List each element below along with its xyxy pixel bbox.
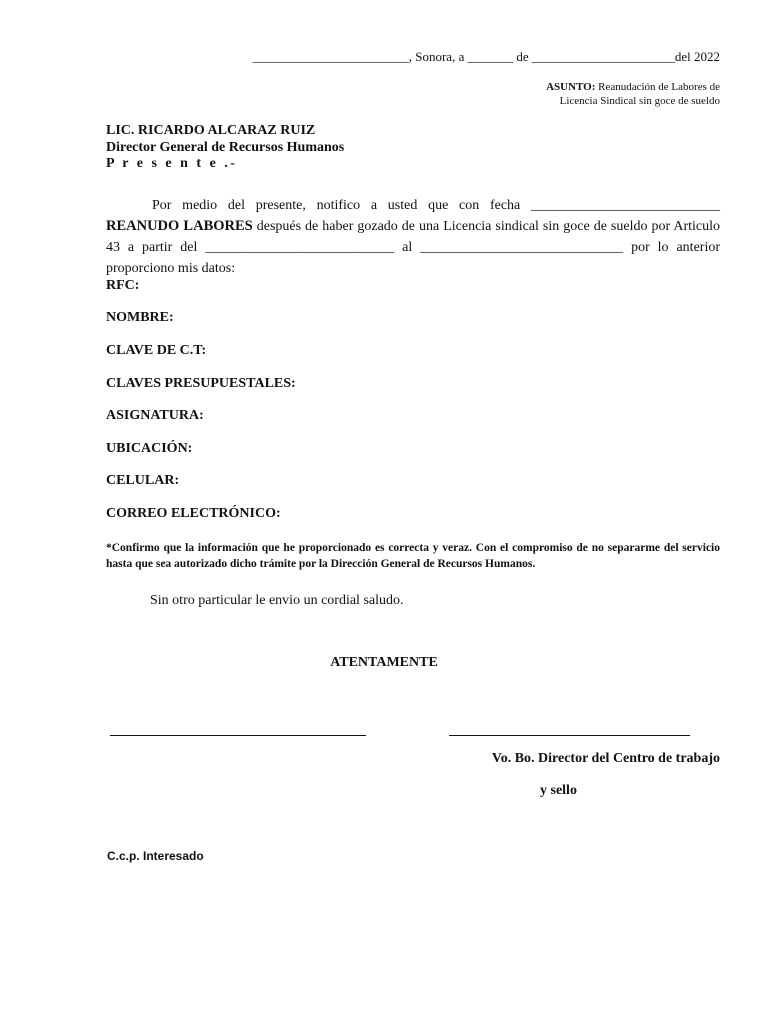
subject-text-1: Reanudación de Labores de: [598, 81, 720, 93]
ccp-label: C.c.p. Interesado: [107, 849, 204, 863]
signature-line-left: [110, 735, 366, 736]
date-line: ________________________, Sonora, a _______ de ______________________del 2022: [252, 49, 720, 64]
body-text-part2: después de haber gozado de una Licencia sindical sin goce de sueldo por Articulo 43 a partir del ___________________________ al _____________________________ por lo anterior proporciono mis datos:: [106, 219, 720, 276]
sello-label: y sello: [540, 783, 577, 798]
subject-line-1: [0, 80, 720, 94]
subject-line-2: Licencia Sindical sin goce de sueldo: [559, 95, 720, 107]
addressee-presente: P r e s e n t e .-: [106, 156, 238, 171]
closing-text: Sin otro particular le envio un cordial saludo.: [150, 593, 404, 608]
addressee-position: Director General de Recursos Humanos: [106, 139, 345, 155]
field-claves-presupuestales: CLAVES PRESUPUESTALES:: [106, 376, 296, 391]
field-ubicacion: UBICACIÓN:: [106, 441, 193, 456]
body-text-part1: Por medio del presente, notifico a usted que con fecha ___________________________: [152, 198, 720, 213]
addressee-block: [106, 123, 344, 173]
addressee-name: LIC. RICARDO ALCARAZ RUIZ: [106, 123, 316, 138]
field-clave-ct: CLAVE DE C.T:: [106, 343, 207, 358]
atentamente-heading: ATENTAMENTE: [330, 655, 438, 670]
body-bold-text: REANUDO LABORES: [106, 218, 253, 234]
body-paragraph: [106, 195, 720, 279]
field-correo: CORREO ELECTRÓNICO:: [106, 506, 281, 521]
vobo-label: Vo. Bo. Director del Centro de trabajo: [491, 751, 720, 766]
field-nombre: NOMBRE:: [106, 310, 174, 325]
field-asignatura: ASIGNATURA:: [106, 408, 204, 423]
signature-line-right: [449, 735, 690, 736]
confirmation-note: *Confirmo que la información que he proporcionado es correcta y veraz. Con el compromiso de no separarme del servicio hasta que sea autorizado dicho trámite por la Dirección General de Recursos Humanos.: [106, 542, 720, 570]
subject-label: ASUNTO:: [546, 81, 596, 93]
subject-block: [0, 80, 720, 108]
field-rfc: RFC:: [106, 278, 140, 293]
field-celular: CELULAR:: [106, 473, 180, 488]
